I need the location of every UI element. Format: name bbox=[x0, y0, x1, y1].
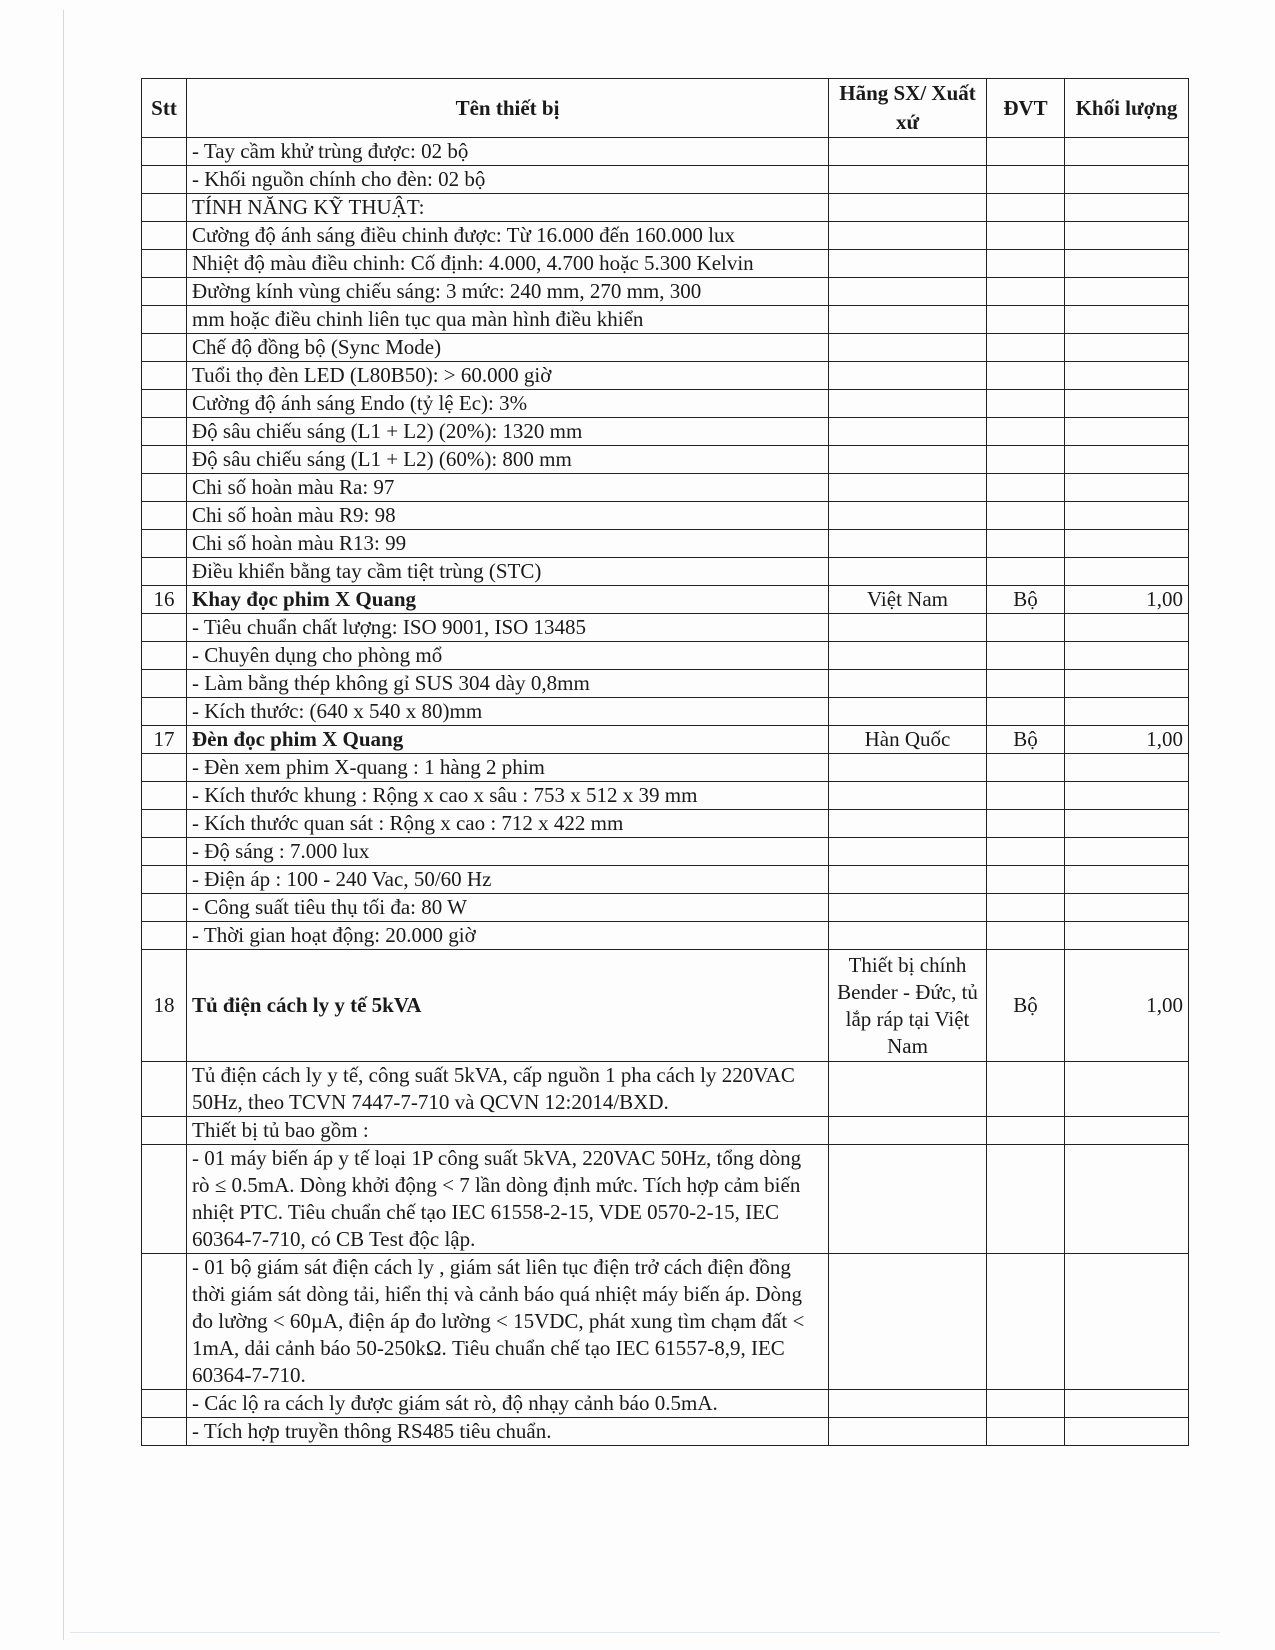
cell-stt bbox=[142, 1390, 187, 1418]
cell-origin bbox=[829, 698, 987, 726]
cell-origin bbox=[829, 782, 987, 810]
cell-stt bbox=[142, 138, 187, 166]
cell-origin bbox=[829, 1117, 987, 1145]
table-row bbox=[142, 250, 1189, 278]
cell-stt: 17 bbox=[142, 726, 187, 754]
cell-unit bbox=[987, 530, 1065, 558]
cell-quantity bbox=[1065, 866, 1189, 894]
cell-stt bbox=[142, 530, 187, 558]
cell-quantity bbox=[1065, 278, 1189, 306]
cell-stt bbox=[142, 278, 187, 306]
cell-device-name: Đèn đọc phim X Quang bbox=[187, 726, 829, 754]
table-row bbox=[142, 194, 1189, 222]
cell-unit: Bộ bbox=[987, 726, 1065, 754]
cell-quantity bbox=[1065, 1254, 1189, 1390]
cell-stt bbox=[142, 446, 187, 474]
cell-device-name: TÍNH NĂNG KỸ THUẬT: bbox=[187, 194, 829, 222]
cell-origin bbox=[829, 306, 987, 334]
cell-quantity bbox=[1065, 838, 1189, 866]
cell-device-name: - Các lộ ra cách ly được giám sát rò, độ nhạy cảnh báo 0.5mA. bbox=[187, 1390, 829, 1418]
cell-stt bbox=[142, 166, 187, 194]
table-row-item bbox=[142, 586, 1189, 614]
cell-quantity bbox=[1065, 418, 1189, 446]
table-row bbox=[142, 558, 1189, 586]
cell-origin bbox=[829, 558, 987, 586]
table-row bbox=[142, 1062, 1189, 1117]
cell-stt bbox=[142, 670, 187, 698]
cell-device-name: - Kích thước quan sát : Rộng x cao : 712 x 422 mm bbox=[187, 810, 829, 838]
page-margin-line bbox=[63, 10, 64, 1640]
cell-device-name: Chế độ đồng bộ (Sync Mode) bbox=[187, 334, 829, 362]
cell-stt bbox=[142, 502, 187, 530]
cell-origin bbox=[829, 670, 987, 698]
table-row bbox=[142, 222, 1189, 250]
header-device-name: Tên thiết bị bbox=[187, 79, 829, 138]
cell-stt bbox=[142, 1145, 187, 1254]
cell-stt: 18 bbox=[142, 950, 187, 1062]
table-row bbox=[142, 1418, 1189, 1446]
cell-device-name: Cường độ ánh sáng điều chinh được: Từ 16.000 đến 160.000 lux bbox=[187, 222, 829, 250]
cell-quantity bbox=[1065, 810, 1189, 838]
cell-device-name: - Thời gian hoạt động: 20.000 giờ bbox=[187, 922, 829, 950]
cell-origin bbox=[829, 502, 987, 530]
cell-origin bbox=[829, 362, 987, 390]
cell-origin bbox=[829, 390, 987, 418]
cell-unit bbox=[987, 138, 1065, 166]
cell-unit bbox=[987, 306, 1065, 334]
table-row bbox=[142, 810, 1189, 838]
header-manufacturer-origin: Hãng SX/ Xuất xứ bbox=[829, 79, 987, 138]
cell-quantity bbox=[1065, 614, 1189, 642]
cell-unit: Bộ bbox=[987, 950, 1065, 1062]
cell-origin bbox=[829, 866, 987, 894]
cell-stt bbox=[142, 782, 187, 810]
cell-device-name: Đường kính vùng chiếu sáng: 3 mức: 240 mm, 270 mm, 300 bbox=[187, 278, 829, 306]
cell-device-name: - Điện áp : 100 - 240 Vac, 50/60 Hz bbox=[187, 866, 829, 894]
cell-quantity bbox=[1065, 530, 1189, 558]
cell-unit bbox=[987, 1062, 1065, 1117]
cell-stt bbox=[142, 194, 187, 222]
cell-quantity bbox=[1065, 390, 1189, 418]
cell-quantity bbox=[1065, 502, 1189, 530]
cell-unit: Bộ bbox=[987, 586, 1065, 614]
table-row bbox=[142, 894, 1189, 922]
cell-stt bbox=[142, 866, 187, 894]
cell-stt bbox=[142, 1117, 187, 1145]
cell-unit bbox=[987, 418, 1065, 446]
cell-unit bbox=[987, 642, 1065, 670]
cell-device-name: Thiết bị tủ bao gồm : bbox=[187, 1117, 829, 1145]
table-row bbox=[142, 1117, 1189, 1145]
cell-unit bbox=[987, 1145, 1065, 1254]
table-row bbox=[142, 1145, 1189, 1254]
table-row-item bbox=[142, 950, 1189, 1062]
cell-unit bbox=[987, 362, 1065, 390]
table-row bbox=[142, 866, 1189, 894]
cell-quantity bbox=[1065, 1117, 1189, 1145]
cell-origin bbox=[829, 530, 987, 558]
cell-device-name: Khay đọc phim X Quang bbox=[187, 586, 829, 614]
cell-device-name: - Kích thước: (640 x 540 x 80)mm bbox=[187, 698, 829, 726]
cell-origin bbox=[829, 614, 987, 642]
cell-device-name: - Tích hợp truyền thông RS485 tiêu chuẩn. bbox=[187, 1418, 829, 1446]
cell-quantity bbox=[1065, 194, 1189, 222]
cell-origin bbox=[829, 1418, 987, 1446]
table-row bbox=[142, 642, 1189, 670]
cell-unit bbox=[987, 1254, 1065, 1390]
cell-unit bbox=[987, 1418, 1065, 1446]
cell-device-name: Chi số hoàn màu R13: 99 bbox=[187, 530, 829, 558]
cell-origin bbox=[829, 1254, 987, 1390]
table-row bbox=[142, 530, 1189, 558]
cell-device-name: Độ sâu chiếu sáng (L1 + L2) (60%): 800 mm bbox=[187, 446, 829, 474]
table-row bbox=[142, 278, 1189, 306]
cell-stt bbox=[142, 614, 187, 642]
cell-unit bbox=[987, 838, 1065, 866]
cell-origin bbox=[829, 446, 987, 474]
table-row bbox=[142, 474, 1189, 502]
cell-device-name: Tủ điện cách ly y tế, công suất 5kVA, cấp nguồn 1 pha cách ly 220VAC 50Hz, theo TCVN 7447-7-710 và QCVN 12:2014/BXD. bbox=[187, 1062, 829, 1117]
cell-device-name: - 01 bộ giám sát điện cách ly , giám sát liên tục điện trở cách điện đồng thời giám sát dòng tải, hiển thị và cảnh báo quá nhiệt máy biến áp. Dòng đo lường < 60µA, điện áp đo lường < 15VDC, phát xung tìm chạm đất < 1mA, dải cảnh báo 50-250kΩ. Tiêu chuẩn chế tạo IEC 61557-8,9, IEC 60364-7-710. bbox=[187, 1254, 829, 1390]
equipment-spec-table bbox=[141, 78, 1189, 1446]
cell-device-name: Chi số hoàn màu R9: 98 bbox=[187, 502, 829, 530]
table-row bbox=[142, 138, 1189, 166]
cell-unit bbox=[987, 782, 1065, 810]
cell-device-name: - Đèn xem phim X-quang : 1 hàng 2 phim bbox=[187, 754, 829, 782]
table-row-item bbox=[142, 726, 1189, 754]
table-row bbox=[142, 698, 1189, 726]
cell-stt bbox=[142, 838, 187, 866]
cell-origin bbox=[829, 1390, 987, 1418]
cell-unit bbox=[987, 474, 1065, 502]
cell-device-name: - Chuyên dụng cho phòng mổ bbox=[187, 642, 829, 670]
cell-origin bbox=[829, 334, 987, 362]
cell-device-name: - 01 máy biến áp y tế loại 1P công suất 5kVA, 220VAC 50Hz, tổng dòng rò ≤ 0.5mA. Dòng khởi động < 7 lần dòng định mức. Tích hợp cảm biến nhiệt PTC. Tiêu chuẩn chế tạo IEC 61558-2-15, VDE 0570-2-15, IEC 60364-7-710, có CB Test độc lập. bbox=[187, 1145, 829, 1254]
cell-quantity bbox=[1065, 306, 1189, 334]
cell-unit bbox=[987, 670, 1065, 698]
cell-unit bbox=[987, 502, 1065, 530]
cell-stt bbox=[142, 558, 187, 586]
cell-unit bbox=[987, 446, 1065, 474]
cell-unit bbox=[987, 390, 1065, 418]
cell-quantity bbox=[1065, 698, 1189, 726]
cell-device-name: Tủ điện cách ly y tế 5kVA bbox=[187, 950, 829, 1062]
cell-stt bbox=[142, 1254, 187, 1390]
cell-origin: Việt Nam bbox=[829, 586, 987, 614]
cell-quantity bbox=[1065, 670, 1189, 698]
cell-unit bbox=[987, 698, 1065, 726]
cell-stt bbox=[142, 698, 187, 726]
cell-origin bbox=[829, 474, 987, 502]
cell-unit bbox=[987, 810, 1065, 838]
cell-stt bbox=[142, 642, 187, 670]
cell-device-name: - Kích thước khung : Rộng x cao x sâu : 753 x 512 x 39 mm bbox=[187, 782, 829, 810]
table-row bbox=[142, 502, 1189, 530]
cell-origin bbox=[829, 642, 987, 670]
cell-device-name: Chi số hoàn màu Ra: 97 bbox=[187, 474, 829, 502]
cell-quantity bbox=[1065, 362, 1189, 390]
cell-device-name: - Tiêu chuẩn chất lượng: ISO 9001, ISO 13485 bbox=[187, 614, 829, 642]
cell-unit bbox=[987, 558, 1065, 586]
cell-quantity bbox=[1065, 138, 1189, 166]
cell-device-name: Nhiệt độ màu điều chinh: Cố định: 4.000, 4.700 hoặc 5.300 Kelvin bbox=[187, 250, 829, 278]
cell-quantity bbox=[1065, 894, 1189, 922]
cell-origin bbox=[829, 250, 987, 278]
cell-quantity bbox=[1065, 754, 1189, 782]
table-row bbox=[142, 418, 1189, 446]
table-row bbox=[142, 334, 1189, 362]
cell-unit bbox=[987, 278, 1065, 306]
cell-origin bbox=[829, 418, 987, 446]
cell-origin bbox=[829, 838, 987, 866]
cell-origin bbox=[829, 810, 987, 838]
cell-device-name: - Tay cầm khử trùng được: 02 bộ bbox=[187, 138, 829, 166]
cell-origin: Hàn Quốc bbox=[829, 726, 987, 754]
cell-quantity bbox=[1065, 922, 1189, 950]
cell-origin bbox=[829, 922, 987, 950]
cell-origin bbox=[829, 222, 987, 250]
cell-unit bbox=[987, 614, 1065, 642]
table-row bbox=[142, 166, 1189, 194]
cell-origin bbox=[829, 166, 987, 194]
cell-unit bbox=[987, 754, 1065, 782]
table-row bbox=[142, 614, 1189, 642]
cell-stt bbox=[142, 390, 187, 418]
cell-origin bbox=[829, 1145, 987, 1254]
table-row bbox=[142, 446, 1189, 474]
cell-quantity bbox=[1065, 1390, 1189, 1418]
cell-unit bbox=[987, 894, 1065, 922]
cell-device-name: - Độ sáng : 7.000 lux bbox=[187, 838, 829, 866]
cell-stt bbox=[142, 1418, 187, 1446]
cell-device-name: - Khối nguồn chính cho đèn: 02 bộ bbox=[187, 166, 829, 194]
table-row bbox=[142, 1254, 1189, 1390]
cell-quantity bbox=[1065, 1145, 1189, 1254]
cell-quantity bbox=[1065, 1062, 1189, 1117]
cell-stt bbox=[142, 306, 187, 334]
cell-stt bbox=[142, 334, 187, 362]
cell-stt bbox=[142, 1062, 187, 1117]
cell-origin: Thiết bị chính Bender - Đức, tủ lắp ráp tại Việt Nam bbox=[829, 950, 987, 1062]
cell-stt bbox=[142, 754, 187, 782]
cell-unit bbox=[987, 222, 1065, 250]
table-row bbox=[142, 306, 1189, 334]
table-row bbox=[142, 362, 1189, 390]
cell-origin bbox=[829, 138, 987, 166]
cell-unit bbox=[987, 866, 1065, 894]
cell-device-name: Điều khiển bằng tay cầm tiệt trùng (STC) bbox=[187, 558, 829, 586]
header-quantity: Khối lượng bbox=[1065, 79, 1189, 138]
cell-stt: 16 bbox=[142, 586, 187, 614]
page-bottom-rule bbox=[70, 1632, 1220, 1633]
cell-device-name: - Làm bằng thép không gỉ SUS 304 dày 0,8mm bbox=[187, 670, 829, 698]
cell-device-name: - Công suất tiêu thụ tối đa: 80 W bbox=[187, 894, 829, 922]
table-header-row bbox=[142, 79, 1189, 138]
cell-stt bbox=[142, 922, 187, 950]
cell-unit bbox=[987, 166, 1065, 194]
cell-stt bbox=[142, 250, 187, 278]
cell-unit bbox=[987, 334, 1065, 362]
cell-quantity bbox=[1065, 446, 1189, 474]
cell-stt bbox=[142, 362, 187, 390]
cell-quantity bbox=[1065, 250, 1189, 278]
cell-device-name: Độ sâu chiếu sáng (L1 + L2) (20%): 1320 mm bbox=[187, 418, 829, 446]
cell-quantity bbox=[1065, 1418, 1189, 1446]
cell-quantity bbox=[1065, 474, 1189, 502]
cell-quantity bbox=[1065, 334, 1189, 362]
cell-stt bbox=[142, 418, 187, 446]
cell-stt bbox=[142, 894, 187, 922]
cell-unit bbox=[987, 1117, 1065, 1145]
cell-stt bbox=[142, 222, 187, 250]
cell-device-name: mm hoặc điều chinh liên tục qua màn hình điều khiển bbox=[187, 306, 829, 334]
table-body bbox=[142, 138, 1189, 1446]
table-row bbox=[142, 1390, 1189, 1418]
cell-origin bbox=[829, 1062, 987, 1117]
cell-quantity bbox=[1065, 166, 1189, 194]
table-row bbox=[142, 390, 1189, 418]
cell-origin bbox=[829, 278, 987, 306]
header-stt: Stt bbox=[142, 79, 187, 138]
cell-quantity bbox=[1065, 222, 1189, 250]
cell-origin bbox=[829, 894, 987, 922]
table-row bbox=[142, 670, 1189, 698]
table-row bbox=[142, 922, 1189, 950]
cell-stt bbox=[142, 810, 187, 838]
cell-quantity bbox=[1065, 782, 1189, 810]
cell-unit bbox=[987, 194, 1065, 222]
cell-quantity: 1,00 bbox=[1065, 726, 1189, 754]
table-row bbox=[142, 782, 1189, 810]
cell-unit bbox=[987, 250, 1065, 278]
cell-unit bbox=[987, 1390, 1065, 1418]
cell-quantity: 1,00 bbox=[1065, 586, 1189, 614]
cell-device-name: Cường độ ánh sáng Endo (tỷ lệ Ec): 3% bbox=[187, 390, 829, 418]
cell-stt bbox=[142, 474, 187, 502]
cell-unit bbox=[987, 922, 1065, 950]
cell-origin bbox=[829, 194, 987, 222]
cell-origin bbox=[829, 754, 987, 782]
cell-quantity bbox=[1065, 558, 1189, 586]
cell-quantity: 1,00 bbox=[1065, 950, 1189, 1062]
cell-device-name: Tuổi thọ đèn LED (L80B50): > 60.000 giờ bbox=[187, 362, 829, 390]
table-row bbox=[142, 838, 1189, 866]
table-row bbox=[142, 754, 1189, 782]
header-unit: ĐVT bbox=[987, 79, 1065, 138]
cell-quantity bbox=[1065, 642, 1189, 670]
